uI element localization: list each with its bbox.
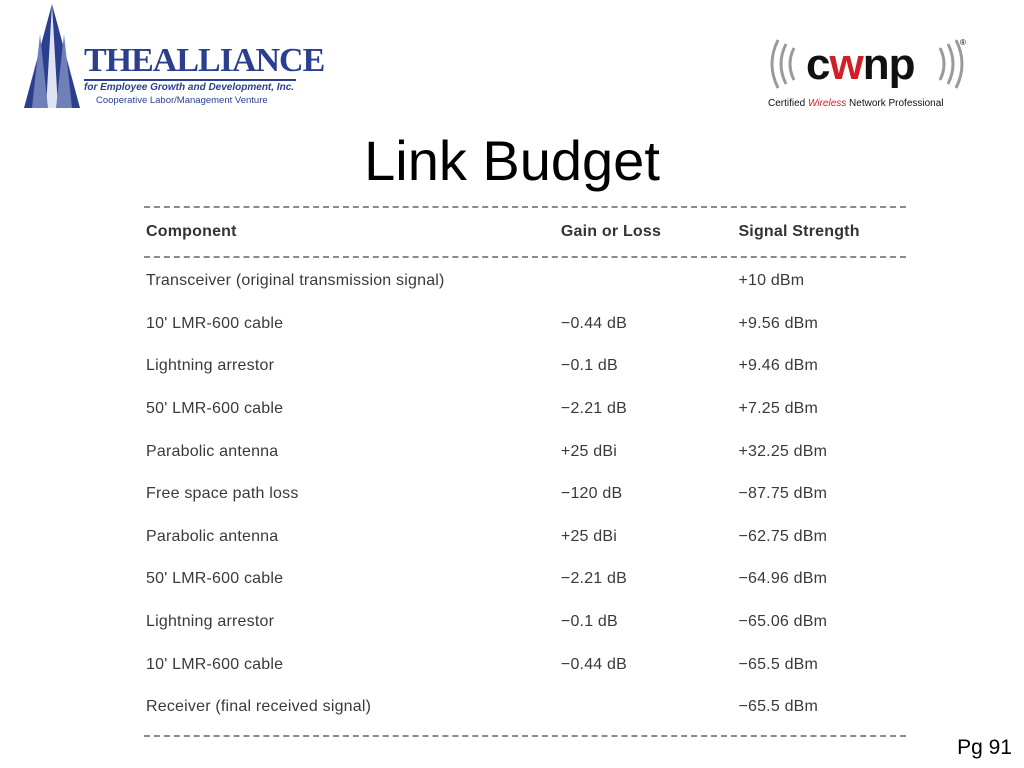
cell-component: Receiver (final received signal) — [146, 698, 372, 716]
cell-gain-or-loss: −0.44 dB — [560, 655, 628, 673]
table-row — [144, 643, 906, 686]
cell-component: Lightning arrestor — [146, 613, 275, 631]
table-row — [144, 558, 906, 601]
cell-signal-strength: −65.06 dBm — [738, 613, 828, 631]
table-row — [144, 601, 906, 644]
alliance-logo-name: THEALLIANCE — [84, 42, 325, 79]
cell-signal-strength: −64.96 dBm — [738, 570, 828, 588]
cell-component: Transceiver (original transmission signal) — [146, 272, 445, 290]
cell-signal-strength: +9.46 dBm — [738, 357, 819, 375]
header-gain-or-loss: Gain or Loss — [560, 223, 662, 240]
cell-component: Parabolic antenna — [146, 442, 279, 460]
registered-mark: ® — [960, 38, 966, 47]
cell-signal-strength: −62.75 dBm — [738, 527, 828, 545]
cell-component: Free space path loss — [146, 485, 299, 503]
table-header-row — [144, 208, 906, 256]
cell-signal-strength: +9.56 dBm — [738, 314, 819, 332]
page-number: Pg 91 — [957, 736, 1012, 759]
cell-gain-or-loss: +25 dBi — [560, 442, 618, 460]
cell-signal-strength: +32.25 dBm — [738, 442, 828, 460]
cell-component: 50' LMR-600 cable — [146, 400, 284, 418]
cell-gain-or-loss: −0.44 dB — [560, 314, 628, 332]
cwnp-logo — [764, 34, 974, 114]
header-component: Component — [146, 223, 237, 240]
mountain-peak-icon — [22, 4, 82, 108]
cell-gain-or-loss: −0.1 dB — [560, 357, 618, 375]
table-row — [144, 345, 906, 388]
cell-component: 50' LMR-600 cable — [146, 570, 284, 588]
table-row — [144, 388, 906, 431]
table-row — [144, 303, 906, 346]
alliance-logo — [22, 4, 325, 108]
cell-gain-or-loss: −120 dB — [560, 485, 623, 503]
cwnp-wordmark: cwnp — [806, 40, 915, 89]
table-row — [144, 473, 906, 516]
cell-signal-strength: −87.75 dBm — [738, 485, 828, 503]
cell-signal-strength: −65.5 dBm — [738, 698, 819, 716]
cell-signal-strength: +10 dBm — [738, 272, 805, 290]
cell-component: 10' LMR-600 cable — [146, 314, 284, 332]
cell-gain-or-loss: −2.21 dB — [560, 400, 628, 418]
table-row — [144, 260, 906, 303]
cell-gain-or-loss: +25 dBi — [560, 527, 618, 545]
link-budget-table — [144, 206, 906, 737]
cell-component: 10' LMR-600 cable — [146, 655, 284, 673]
table-body — [144, 258, 906, 735]
logo-rule — [84, 79, 296, 81]
cell-gain-or-loss: −0.1 dB — [560, 613, 618, 631]
cwnp-tagline: Certified Wireless Network Professional — [768, 98, 944, 109]
cell-signal-strength: +7.25 dBm — [738, 400, 819, 418]
alliance-logo-subtitle: for Employee Growth and Development, Inc. — [84, 82, 295, 93]
table-row — [144, 686, 906, 729]
alliance-logo-tagline: Cooperative Labor/Management Venture — [96, 95, 268, 106]
cell-component: Parabolic antenna — [146, 527, 279, 545]
table-row — [144, 430, 906, 473]
table-bottom-rule — [144, 735, 906, 737]
cell-component: Lightning arrestor — [146, 357, 275, 375]
slide-title: Link Budget — [364, 129, 660, 192]
cell-signal-strength: −65.5 dBm — [738, 655, 819, 673]
header-signal-strength: Signal Strength — [738, 223, 860, 240]
cell-gain-or-loss: −2.21 dB — [560, 570, 628, 588]
table-row — [144, 516, 906, 559]
